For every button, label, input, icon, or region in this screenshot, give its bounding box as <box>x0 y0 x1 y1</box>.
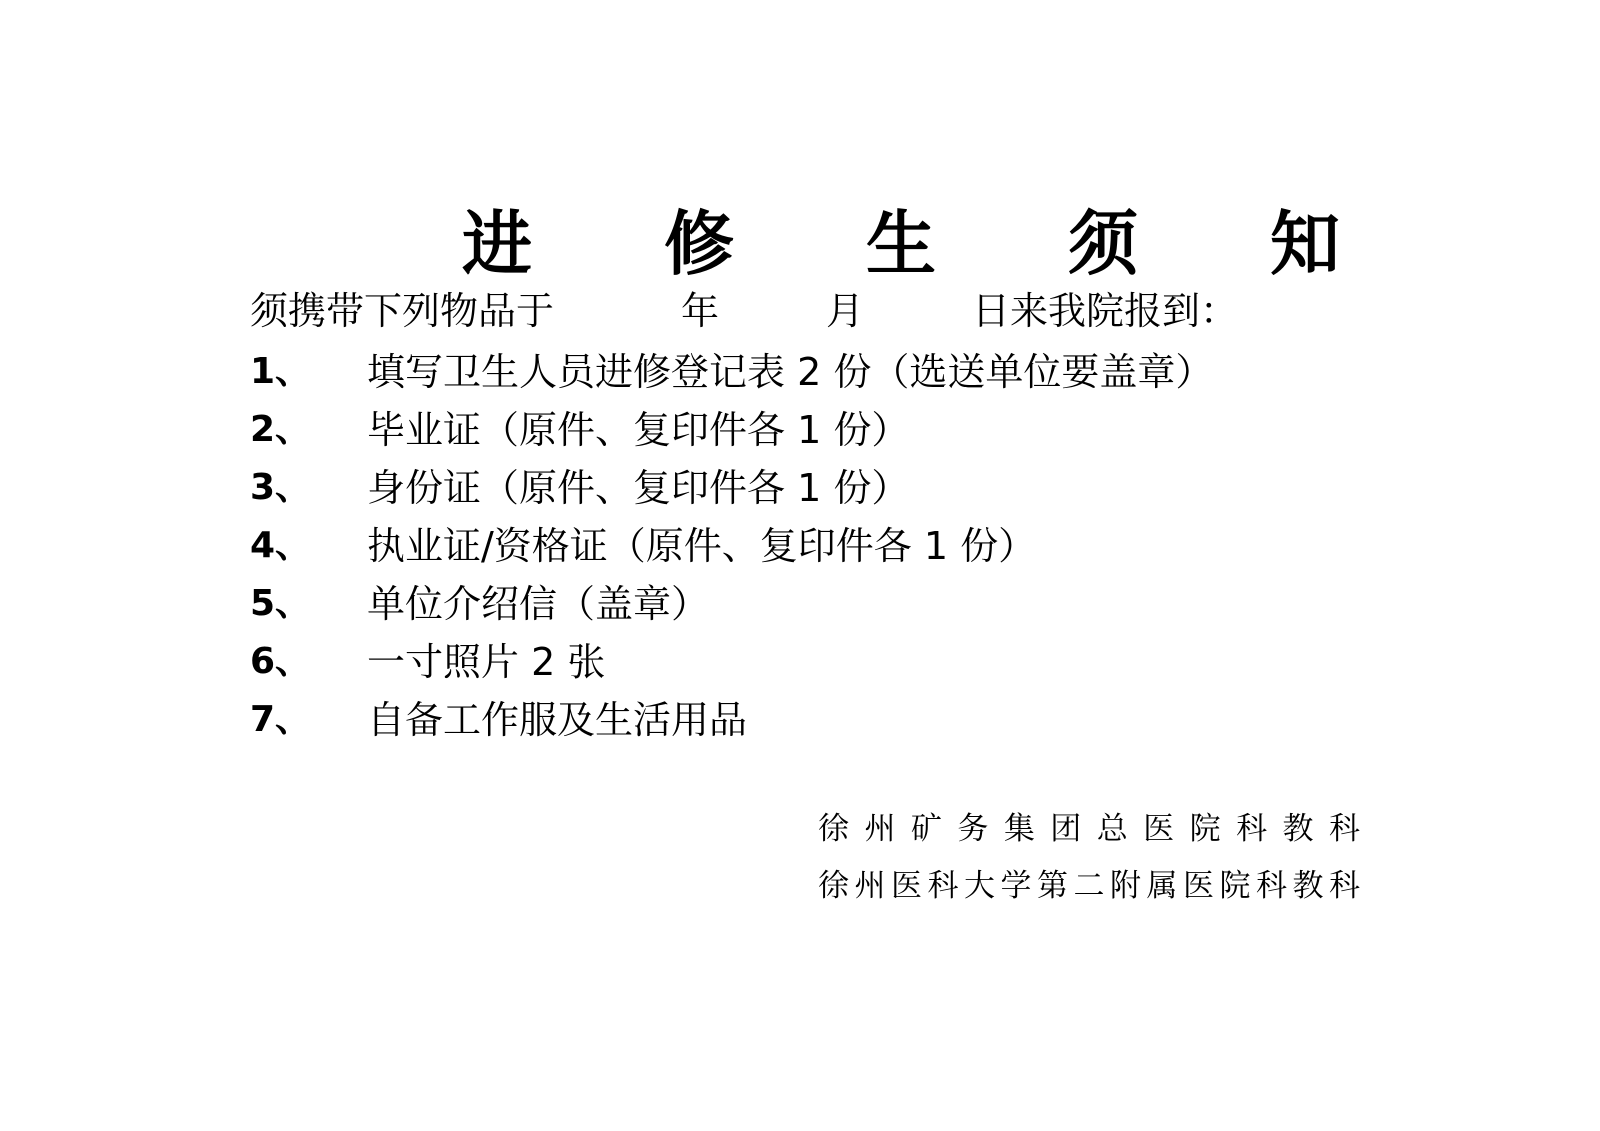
item-text: 一寸照片 2 张 <box>367 640 606 684</box>
title-char: 修 <box>664 202 734 285</box>
title-char: 进 <box>462 202 532 285</box>
title-char: 生 <box>866 202 936 285</box>
signature-line: 徐州医科大学第二附属医院科教科 <box>818 868 1360 904</box>
title-char: 知 <box>1270 202 1340 285</box>
intro-year: 年 <box>681 289 720 333</box>
intro-tail: 日来我院报到： <box>972 289 1239 333</box>
intro-lead: 须携带下列物品于 <box>250 289 555 333</box>
item-number: 3、 <box>250 467 312 508</box>
intro-month: 月 <box>826 289 865 333</box>
item-text: 执业证/资格证（原件、复印件各 1 份） <box>367 524 1037 568</box>
item-number: 5、 <box>250 583 312 624</box>
title-char: 须 <box>1068 202 1138 285</box>
page-title <box>462 204 1382 284</box>
item-number: 6、 <box>250 641 312 682</box>
item-text: 身份证（原件、复印件各 1 份） <box>367 466 910 510</box>
item-number: 1、 <box>250 351 312 392</box>
item-text: 自备工作服及生活用品 <box>367 698 748 742</box>
item-text: 单位介绍信（盖章） <box>367 582 710 626</box>
item-number: 2、 <box>250 409 312 450</box>
item-number: 4、 <box>250 525 312 566</box>
item-number: 7、 <box>250 699 312 740</box>
item-text: 填写卫生人员进修登记表 2 份（选送单位要盖章） <box>367 350 1214 394</box>
item-text: 毕业证（原件、复印件各 1 份） <box>367 408 910 452</box>
signature-line: 徐州矿务集团总医院科教科 <box>818 811 1360 847</box>
